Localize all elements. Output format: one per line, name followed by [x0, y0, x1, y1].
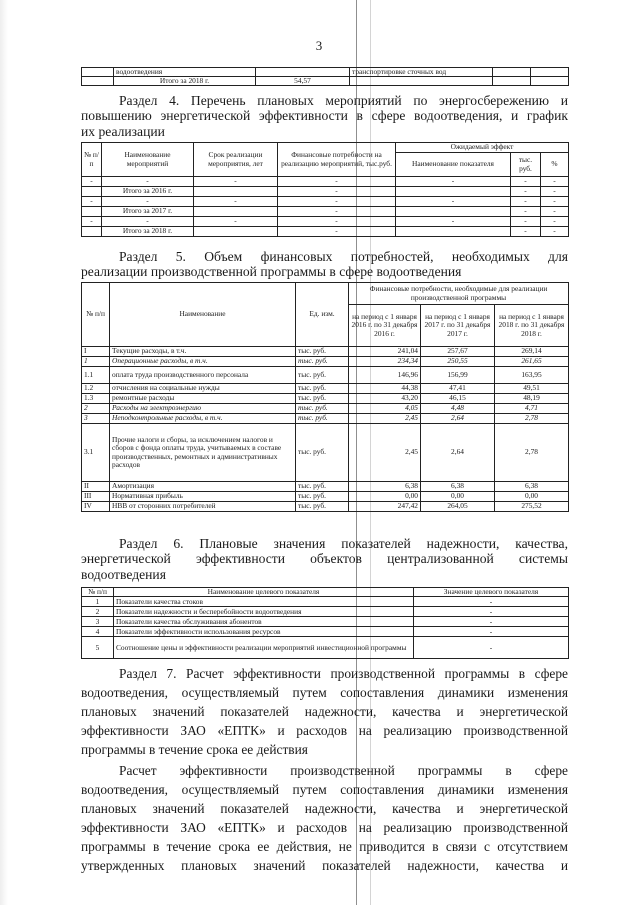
- row-unit: тыс. руб.: [296, 404, 349, 414]
- row-unit: тыс. руб.: [296, 384, 349, 394]
- row-number: IV: [82, 502, 110, 512]
- row-unit: тыс. руб.: [296, 424, 349, 482]
- table-row: [82, 482, 569, 492]
- value-2016: 146,96: [349, 367, 421, 384]
- value-2018: 49,51: [495, 384, 569, 394]
- table-row: водоотведения транспортировке сточных вод: [82, 68, 569, 77]
- table-row: - - - - - - -: [82, 197, 569, 207]
- value-2018: 2,78: [495, 414, 569, 424]
- page-number: 3: [315, 38, 323, 53]
- section-4-heading: Раздел 4. Перечень плановых мероприятий по энергосбережению и повышению энергетической эффективности в сфере водоотведения, и график их реализации: [81, 93, 568, 139]
- value-2017: 2,64: [421, 414, 495, 424]
- row-unit: тыс. руб.: [296, 482, 349, 492]
- value-2017: 257,67: [421, 347, 495, 357]
- table-row: [82, 357, 569, 367]
- value-2018: 0,00: [495, 492, 569, 502]
- row-unit: тыс. руб.: [296, 414, 349, 424]
- section-7-heading: Раздел 7. Расчет эффективности производственной программы в сфере водоотведения, осуществляемый путем сопоставления динамики изменения плановых значений показателей надежности, качества и энергетической эффективности ЗАО «ЕПТК» и расходов на реализацию производственной программы в течение срока ее действия: [81, 666, 568, 757]
- row-number: 1.3: [82, 394, 110, 404]
- value-2017: 0,00: [421, 492, 495, 502]
- value-2016: 2,45: [349, 414, 421, 424]
- row-name: Нормативная прибыль: [110, 492, 296, 502]
- table-row: [82, 394, 569, 404]
- table-row: 3 Показатели качества обслуживания абонентов -: [82, 617, 569, 627]
- row-number: III: [82, 492, 110, 502]
- table-row: 4 Показатели эффективности использования ресурсов -: [82, 627, 569, 637]
- table-row: 2 Показатели надежности и бесперебойности водоотведения -: [82, 607, 569, 617]
- body-paragraph: Расчет эффективности производственной программы в сфере водоотведения, осуществляемый путем сопоставления динамики изменения плановых значений показателей надежности, качества и энергетической эффективности ЗАО «ЕПТК» и расходов на реализацию производственной программы в течение срока ее действия, не приводится в связи с отсутствием утвержденных плановых значений показателей надежности, качества и: [81, 763, 568, 873]
- row-name: Текущие расходы, в т.ч.: [110, 347, 296, 357]
- row-number: I: [82, 347, 110, 357]
- value-2017: 46,15: [421, 394, 495, 404]
- section-6-table: № п/п Наименование целевого показателя Значение целевого показателя 1 Показатели качества стоков - 2 Показатели надежности и бесперебойности водоотведения - 3 Показатели качества обслуживания абонентов - 4 Показатели эффективности использования ресурсов - 5 Соотношение цены и эффективности реализации мероприятий инвестиционной программы -: [81, 587, 568, 659]
- section-5-table: № п/п Наименование Ед. изм. Финансовые потребности, необходимые для реализации производственной программы на период с 1 января 2016 г. по 31 декабря 2016 г. на период с 1 января 2017 г. по 31 декабря 2017 г. на период с 1 января 2018 г. по 31 декабря 2018 г. I Текущие расходы, в т.ч. тыс. руб. 241,04 257,67 269,14 1 Операционные расходы, в т.ч. тыс. руб. 234,34 250,55 261,65 1.1 оплата труда производственного персонала тыс. руб. 146,96 156,99 163,95 1.2 отчисления на социальные нужды тыс. руб. 44,38 47,41 49,51 1.3 ремонтные расходы тыс. руб. 43,20 46,15 48,19 2 Расходы на электроэнергию тыс. руб. 4,05 4,48 4,71 3 Неподконтрольные расходы, в т.ч. тыс. руб. 2,45 2,64 2,78 3.1 Прочие налоги и сборы, за исключением налогов и сборов с фонда оплаты труда, учитываемых в составе производственных, ремонтных и административных расходов тыс. руб. 2,45 2,64 2,78 II Амортизация тыс. руб. 6,38 6,38 6,38 III Нормативная прибыль тыс. руб. 0,00 0,00 0,00 IV НВВ от сторонних потребителей тыс. руб. 247,42 264,05 275,52: [81, 282, 568, 512]
- value-2018: 163,95: [495, 367, 569, 384]
- value-2016: 0,00: [349, 492, 421, 502]
- value-2018: 4,71: [495, 404, 569, 414]
- table-row: [82, 502, 569, 512]
- value-2017: 47,41: [421, 384, 495, 394]
- top-table: [81, 67, 568, 86]
- row-name: оплата труда производственного персонала: [110, 367, 296, 384]
- table-row: 5 Соотношение цены и эффективности реализации мероприятий инвестиционной программы -: [82, 637, 569, 659]
- value-2016: 241,04: [349, 347, 421, 357]
- row-number: II: [82, 482, 110, 492]
- table-row: [82, 404, 569, 414]
- row-unit: тыс. руб.: [296, 502, 349, 512]
- row-name: Операционные расходы, в т.ч.: [110, 357, 296, 367]
- value-2017: 156,99: [421, 367, 495, 384]
- value-2016: 4,05: [349, 404, 421, 414]
- value-2018: 269,14: [495, 347, 569, 357]
- value-2017: 2,64: [421, 424, 495, 482]
- value-2017: 6,38: [421, 482, 495, 492]
- row-name: Амортизация: [110, 482, 296, 492]
- value-2017: 250,55: [421, 357, 495, 367]
- row-name: Неподконтрольные расходы, в т.ч.: [110, 414, 296, 424]
- value-2018: 48,19: [495, 394, 569, 404]
- row-unit: тыс. руб.: [296, 492, 349, 502]
- table-row: [82, 414, 569, 424]
- table-row: Итого за 2018 г. - - -: [82, 227, 569, 237]
- value-2016: 247,42: [349, 502, 421, 512]
- row-number: 1: [82, 357, 110, 367]
- row-name: НВВ от сторонних потребителей: [110, 502, 296, 512]
- table-row: - - - - - - -: [82, 177, 569, 187]
- scan-edge-shadow: [0, 0, 8, 905]
- value-2016: 2,45: [349, 424, 421, 482]
- row-number: 1.2: [82, 384, 110, 394]
- table-row: [82, 492, 569, 502]
- row-number: 3.1: [82, 424, 110, 482]
- table-row: [82, 367, 569, 384]
- row-number: 1.1: [82, 367, 110, 384]
- table-row: 1 Показатели качества стоков -: [82, 597, 569, 607]
- row-number: 2: [82, 404, 110, 414]
- row-name: Расходы на электроэнергию: [110, 404, 296, 414]
- row-name: ремонтные расходы: [110, 394, 296, 404]
- section-6-heading: Раздел 6. Плановые значения показателей надежности, качества, энергетической эффективности объектов централизованной системы водоотведения: [81, 536, 568, 582]
- section-4-table: № п/ п Наименование мероприятий Срок реализации мероприятия, лет Финансовые потребности на реализацию мероприятий, тыс.руб. Ожидаемый эффект Наименование показателя тыс. руб. % - - - - - - - Итого за 2016 г. - - - - - - - - - - Итого за 2017 г. - - - - - - - - - - Итого за 2018 г. - - -: [81, 142, 568, 237]
- table-row: Итого за 2016 г. - - -: [82, 187, 569, 197]
- value-2017: 4,48: [421, 404, 495, 414]
- row-unit: тыс. руб.: [296, 357, 349, 367]
- row-name: отчисления на социальные нужды: [110, 384, 296, 394]
- section-5-heading: Раздел 5. Объем финансовых потребностей, необходимых для реализации производственной программы в сфере водоотведения: [81, 249, 568, 280]
- value-2017: 264,05: [421, 502, 495, 512]
- value-2018: 275,52: [495, 502, 569, 512]
- table-row: Итого за 2018 г. 54,57: [82, 77, 569, 86]
- table-row: [82, 384, 569, 394]
- table-row: Итого за 2017 г. - - -: [82, 207, 569, 217]
- table-row: [82, 424, 569, 482]
- row-name: Прочие налоги и сборы, за исключением налогов и сборов с фонда оплаты труда, учитываемых в составе производственных, ремонтных и административных расходов: [110, 424, 296, 482]
- value-2016: 43,20: [349, 394, 421, 404]
- row-unit: тыс. руб.: [296, 367, 349, 384]
- value-2018: 2,78: [495, 424, 569, 482]
- value-2016: 44,38: [349, 384, 421, 394]
- row-unit: тыс. руб.: [296, 347, 349, 357]
- value-2018: 261,65: [495, 357, 569, 367]
- row-number: 3: [82, 414, 110, 424]
- row-unit: тыс. руб.: [296, 394, 349, 404]
- value-2018: 6,38: [495, 482, 569, 492]
- table-row: [82, 347, 569, 357]
- table-row: - - - - - - -: [82, 217, 569, 227]
- value-2016: 6,38: [349, 482, 421, 492]
- value-2016: 234,34: [349, 357, 421, 367]
